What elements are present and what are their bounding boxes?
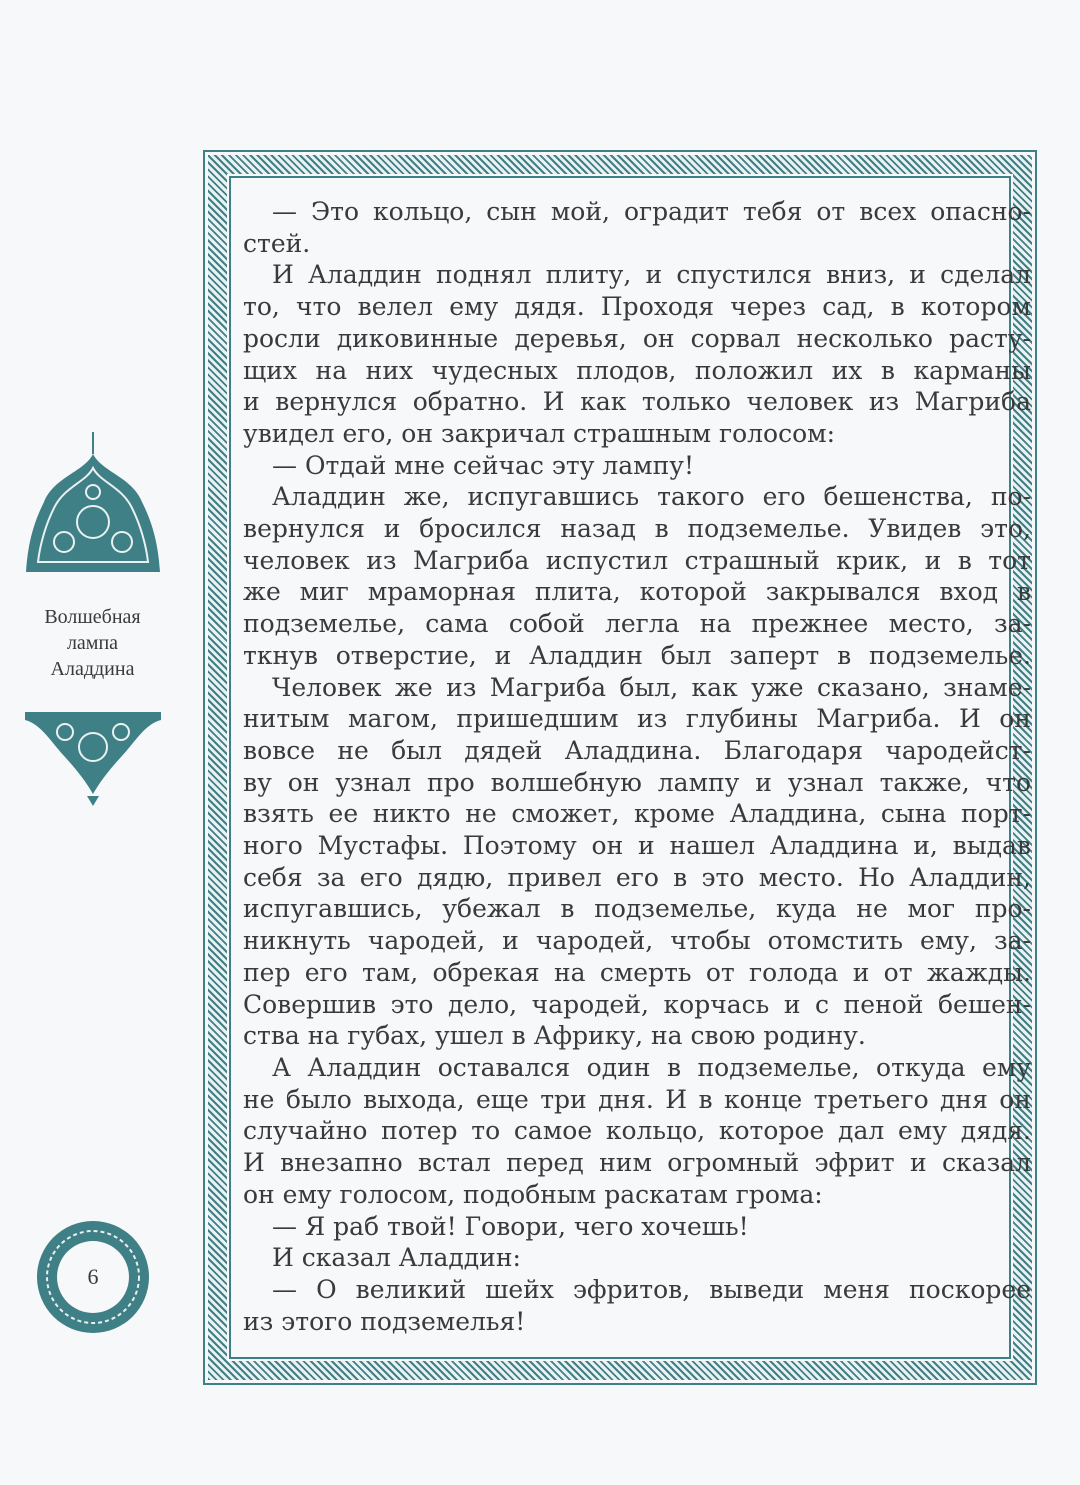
text-line: нитым магом, пришедшим из глубины Магриба. И он xyxy=(243,704,1031,734)
text-line: А Аладдин оставался один в подземелье, откуда ему xyxy=(272,1052,1031,1082)
text-line: то, что велел ему дядя. Проходя через сад, в котором xyxy=(243,292,1031,322)
text-line: подземелье, сама собой легла на прежнее место, за- xyxy=(243,609,1031,639)
text-line: Аладдин же, испугавшись такого его бешенства, по- xyxy=(272,482,1031,512)
body-text xyxy=(243,196,1031,1337)
book-title-line: Аладдина xyxy=(50,658,135,680)
arch-ornament-icon xyxy=(24,432,162,574)
text-line: испугавшись, убежал в подземелье, куда не мог про- xyxy=(243,894,1031,924)
text-line: ного Мустафы. Поэтому он и нашел Аладдина и, выдав xyxy=(243,831,1031,861)
text-line: взять ее никто не сможет, кроме Аладдина, сына порт- xyxy=(243,799,1031,829)
text-line: И сказал Аладдин: xyxy=(272,1243,521,1273)
text-line: И внезапно встал перед ним огромный эфрит и сказал xyxy=(243,1148,1031,1178)
text-line: и вернулся обратно. И как только человек из Магриба xyxy=(243,387,1031,417)
text-line: И Аладдин поднял плиту, и спустился вниз, и сделал xyxy=(272,260,1031,290)
pendant-ornament-icon xyxy=(25,712,161,807)
page-number-medallion xyxy=(36,1220,150,1334)
text-line: — Я раб твой! Говори, чего хочешь! xyxy=(272,1211,749,1241)
text-line: — О великий шейх эфритов, выведи меня поскорее xyxy=(272,1274,1031,1304)
page-number: 6 xyxy=(87,1264,99,1289)
text-line: вернулся и бросился назад в подземелье. Увидев это, xyxy=(243,514,1031,544)
text-line: случайно потер то самое кольцо, которое дал ему дядя. xyxy=(243,1116,1031,1146)
text-line: ткнув отверстие, и Аладдин был заперт в подземелье. xyxy=(243,640,1031,670)
text-line: же миг мраморная плита, которой закрывался вход в xyxy=(243,577,1031,607)
text-line: себя за его дядю, привел его в это место. Но Аладдин, xyxy=(243,862,1031,892)
text-line: увидел его, он закричал страшным голосом: xyxy=(243,418,835,448)
book-title xyxy=(10,604,175,682)
text-line: он ему голосом, подобным раскатам грома: xyxy=(243,1179,823,1209)
text-line: человек из Магриба испустил страшный крик, и в тот xyxy=(243,545,1031,575)
text-line: Совершив это дело, чародей, корчась и с пеной бешен- xyxy=(243,989,1031,1019)
text-line: ву он узнал про волшебную лампу и узнал также, что xyxy=(243,767,1031,797)
text-line: вовсе не был дядей Аладдина. Благодаря чародейст- xyxy=(243,735,1031,765)
text-line: — Это кольцо, сын мой, оградит тебя от всех опасно- xyxy=(272,197,1031,226)
book-title-line: лампа xyxy=(66,632,119,654)
book-title-line: Волшебная xyxy=(44,606,141,628)
text-line: из этого подземелья! xyxy=(243,1306,526,1336)
text-line: не было выхода, еще три дня. И в конце третьего дня он xyxy=(243,1084,1031,1114)
text-line: ства на губах, ушел в Африку, на свою родину. xyxy=(243,1021,866,1051)
text-line: пер его там, обрекая на смерть от голода и от жажды. xyxy=(243,957,1031,987)
text-line: стей. xyxy=(243,228,311,258)
text-line: — Отдай мне сейчас эту лампу! xyxy=(272,450,695,480)
text-line: росли диковинные деревья, он сорвал несколько расту- xyxy=(243,323,1031,353)
text-line: щих на них чудесных плодов, положил их в карманы xyxy=(243,355,1031,385)
text-line: никнуть чародей, и чародей, чтобы отомстить ему, за- xyxy=(243,926,1031,956)
text-line: Человек же из Магриба был, как уже сказано, знаме- xyxy=(272,672,1031,702)
